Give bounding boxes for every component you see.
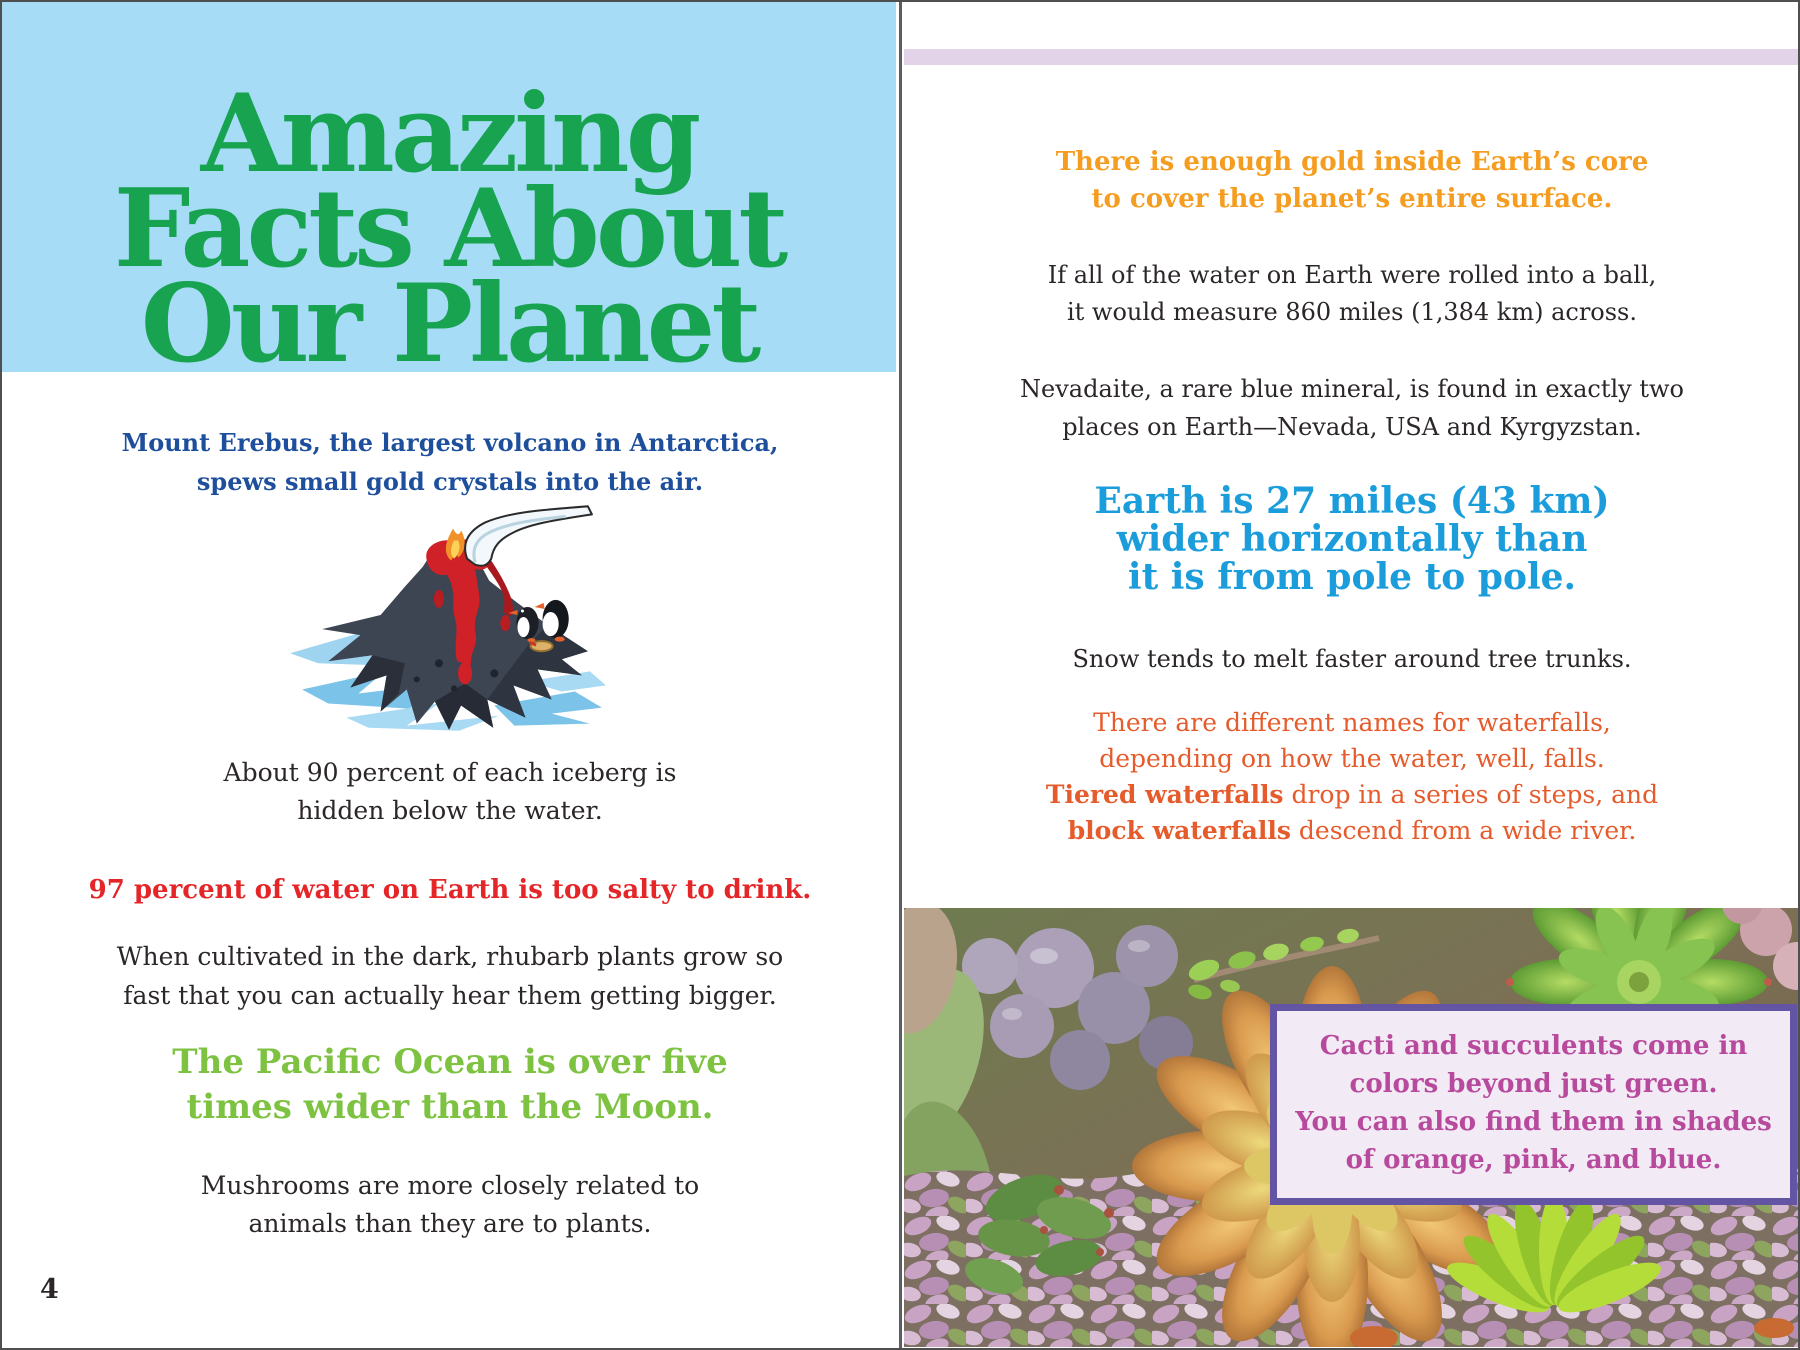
fact-water-ball (904, 257, 1800, 331)
fact-line: Snow tends to melt faster around tree trunks. (1072, 645, 1632, 673)
fact-line: 97 percent of water on Earth is too salty to drink. (88, 875, 812, 905)
fact-line: it is from pole to pole. (1127, 556, 1577, 598)
bold-term: block waterfalls (1067, 816, 1291, 845)
fact-earth-width (904, 482, 1800, 596)
fact-line: When cultivated in the dark, rhubarb plants grow so (116, 942, 784, 971)
fact-line: About 90 percent of each iceberg is (223, 758, 677, 787)
fact-gold-core (904, 144, 1800, 218)
title-line-2: Facts About (113, 166, 785, 292)
fact-line: Mount Erebus, the largest volcano in Antarctica, (121, 428, 779, 457)
fact-line-rest: descend from a wide river. (1290, 816, 1637, 845)
title-line-3: Our Planet (140, 261, 758, 387)
fact-line: fast that you can actually hear them getting bigger. (123, 981, 777, 1010)
fact-line: wider horizontally than (1116, 518, 1588, 560)
fact-line: spews small gold crystals into the air. (196, 467, 704, 496)
fact-line: Mushrooms are more closely related to (200, 1171, 700, 1200)
fact-line: places on Earth—Nevada, USA and Kyrgyzstan. (1062, 413, 1642, 441)
lavender-header-bar (904, 49, 1800, 65)
fact-line: There are different names for waterfalls, (1093, 708, 1611, 737)
fact-snow-trees (904, 640, 1800, 678)
fact-line: If all of the water on Earth were rolled into a ball, (1047, 261, 1657, 289)
fact-line-rest: drop in a series of steps, and (1283, 780, 1659, 809)
fact-line: times wider than the Moon. (186, 1087, 714, 1127)
fact-line: it would measure 860 miles (1,384 km) across. (1066, 298, 1638, 326)
fact-line: There is enough gold inside Earth’s core (1055, 147, 1649, 177)
callout-line: You can also find them in shades (1295, 1107, 1772, 1137)
title-line-1: Amazing (200, 71, 698, 197)
fact-line (904, 777, 1800, 813)
fact-line: The Pacific Ocean is over five (172, 1042, 728, 1082)
right-page (2, 2, 1798, 1348)
fact-line: depending on how the water, well, falls. (1099, 744, 1605, 773)
callout-line: colors beyond just green. (1349, 1069, 1718, 1099)
fact-line: Earth is 27 miles (43 km) (1094, 480, 1610, 522)
cacti-callout-box (1270, 1004, 1797, 1205)
fact-line: animals than they are to plants. (248, 1209, 652, 1238)
callout-line: Cacti and succulents come in (1319, 1031, 1748, 1061)
bold-term: Tiered waterfalls (1045, 780, 1284, 809)
fact-nevadaite (904, 370, 1800, 446)
fact-line: hidden below the water. (297, 796, 603, 825)
page-number: 4 (40, 1274, 59, 1305)
fact-line: Nevadaite, a rare blue mineral, is found in exactly two (1020, 375, 1684, 403)
callout-line: of orange, pink, and blue. (1345, 1145, 1722, 1175)
fact-waterfalls (904, 705, 1800, 849)
fact-line: to cover the planet’s entire surface. (1091, 184, 1613, 214)
fact-line (904, 813, 1800, 849)
